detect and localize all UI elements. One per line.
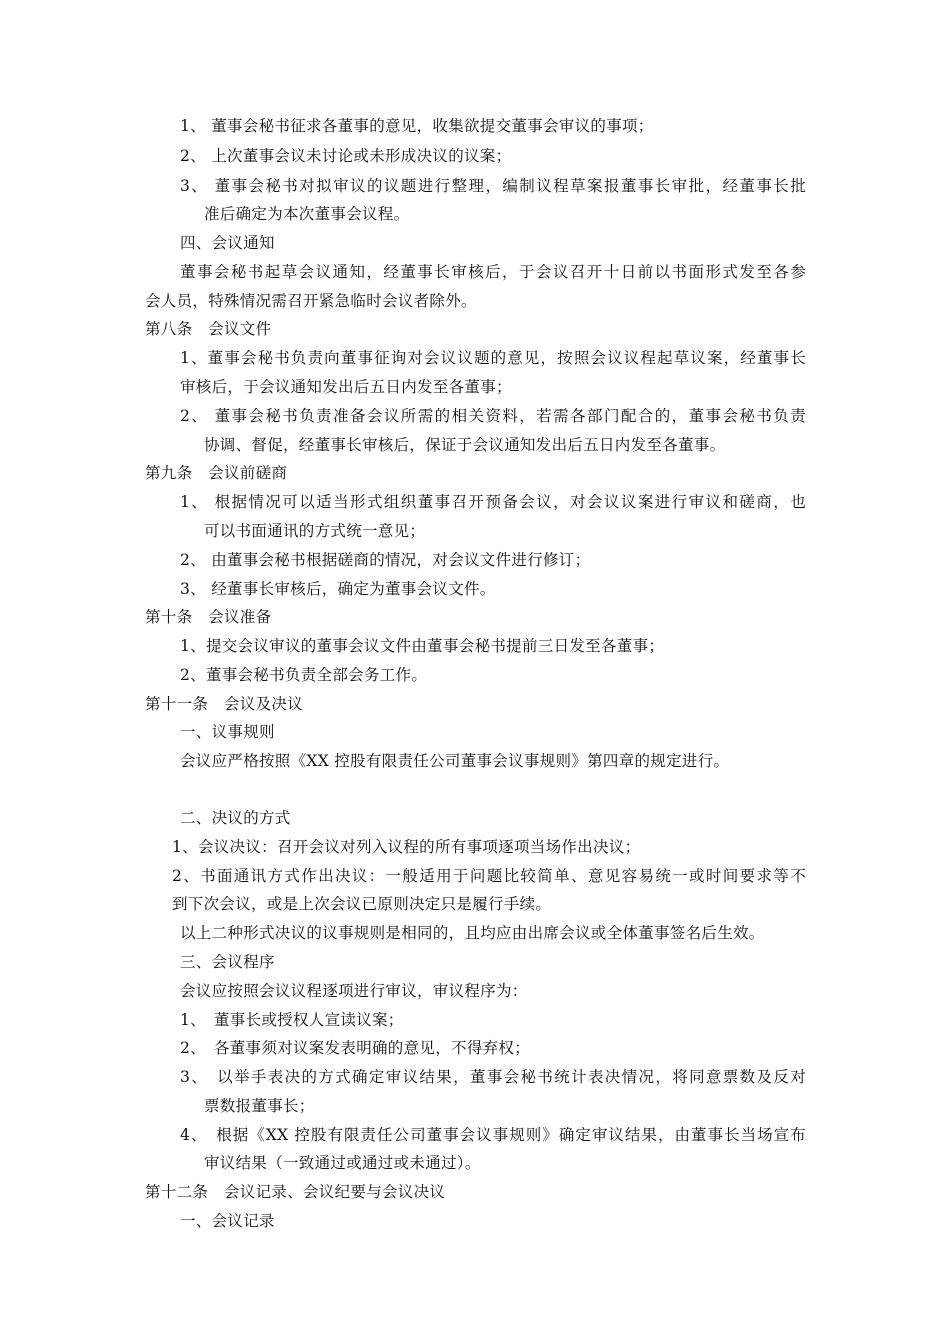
text-line: 1、提交会议审议的董事会议文件由董事会秘书提前三日发至各董事； bbox=[180, 637, 665, 655]
text-line: 1、 根据情况可以适当形式组织董事召开预备会议，对会议议案进行审议和磋商，也 bbox=[180, 493, 806, 511]
article-heading: 第十一条 会议及决议 bbox=[145, 695, 304, 713]
text-line: 3、 经董事长审核后，确定为董事会议文件。 bbox=[180, 580, 496, 598]
text-line: 2、 由董事会秘书根据磋商的情况，对会议文件进行修订； bbox=[180, 551, 591, 569]
section-heading: 二、决议的方式 bbox=[180, 809, 291, 827]
text-line: 会议应严格按照《XX 控股有限责任公司董事会议事规则》第四章的规定进行。 bbox=[180, 752, 730, 770]
text-line: 2、 上次董事会议未讨论或未形成决议的议案； bbox=[180, 147, 512, 165]
article-heading: 第九条 会议前磋商 bbox=[145, 464, 288, 482]
text-line: 可以书面通讯的方式统一意见； bbox=[204, 522, 426, 540]
section-heading: 三、会议程序 bbox=[180, 953, 275, 971]
text-line: 1、 董事会秘书征求各董事的意见，收集欲提交董事会审议的事项； bbox=[180, 117, 654, 135]
article-heading: 第八条 会议文件 bbox=[145, 320, 272, 338]
text-line: 会议应按照会议议程逐项进行审议，审议程序为： bbox=[180, 982, 528, 1000]
text-line: 到下次会议，或是上次会议已原则决定只是履行手续。 bbox=[172, 895, 552, 913]
text-line: 准后确定为本次董事会议程。 bbox=[204, 205, 410, 223]
text-line: 3、 董事会秘书对拟审议的议题进行整理，编制议程草案报董事长审批，经董事长批 bbox=[180, 177, 806, 195]
section-heading: 四、会议通知 bbox=[180, 234, 275, 252]
text-line: 审议结果（一致通过或通过或未通过）。 bbox=[204, 1154, 481, 1172]
text-line: 1、会议决议：召开会议对列入议程的所有事项逐项当场作出决议； bbox=[172, 838, 641, 856]
text-line: 2、董事会秘书负责全部会务工作。 bbox=[180, 666, 428, 684]
text-line: 以上二种形式决议的议事规则是相同的，且均应由出席会议或全体董事签名后生效。 bbox=[180, 924, 765, 942]
text-line: 3、 以举手表决的方式确定审议结果，董事会秘书统计表决情况，将同意票数及反对 bbox=[180, 1068, 806, 1086]
text-line: 会人员，特殊情况需召开紧急临时会议者除外。 bbox=[145, 292, 477, 310]
text-line: 董事会秘书起草会议通知，经董事长审核后，于会议召开十日前以书面形式发至各参 bbox=[180, 263, 806, 281]
text-line: 2、书面通讯方式作出决议：一般适用于问题比较简单、意见容易统一或时间要求等不 bbox=[172, 867, 806, 885]
text-line: 1、董事会秘书负责向董事征询对会议议题的意见，按照会议议程起草议案，经董事长 bbox=[180, 349, 806, 367]
text-line: 协调、督促，经董事长审核后，保证于会议通知发出后五日内发至各董事。 bbox=[204, 436, 726, 454]
text-line: 2、 董事会秘书负责准备会议所需的相关资料，若需各部门配合的，董事会秘书负责 bbox=[180, 407, 806, 425]
text-line: 2、 各董事须对议案发表明确的意见，不得弃权； bbox=[180, 1039, 531, 1057]
article-heading: 第十二条 会议记录、会议纪要与会议决议 bbox=[145, 1183, 446, 1201]
text-line: 4、 根据《XX 控股有限责任公司董事会议事规则》确定审议结果，由董事长当场宣布 bbox=[180, 1126, 806, 1144]
section-heading: 一、会议记录 bbox=[180, 1212, 275, 1230]
article-heading: 第十条 会议准备 bbox=[145, 608, 272, 626]
text-line: 审核后，于会议通知发出后五日内发至各董事； bbox=[180, 378, 512, 396]
text-line: 票数报董事长； bbox=[204, 1097, 315, 1115]
section-heading: 一、议事规则 bbox=[180, 723, 275, 741]
text-line: 1、 董事长或授权人宣读议案； bbox=[180, 1011, 404, 1029]
